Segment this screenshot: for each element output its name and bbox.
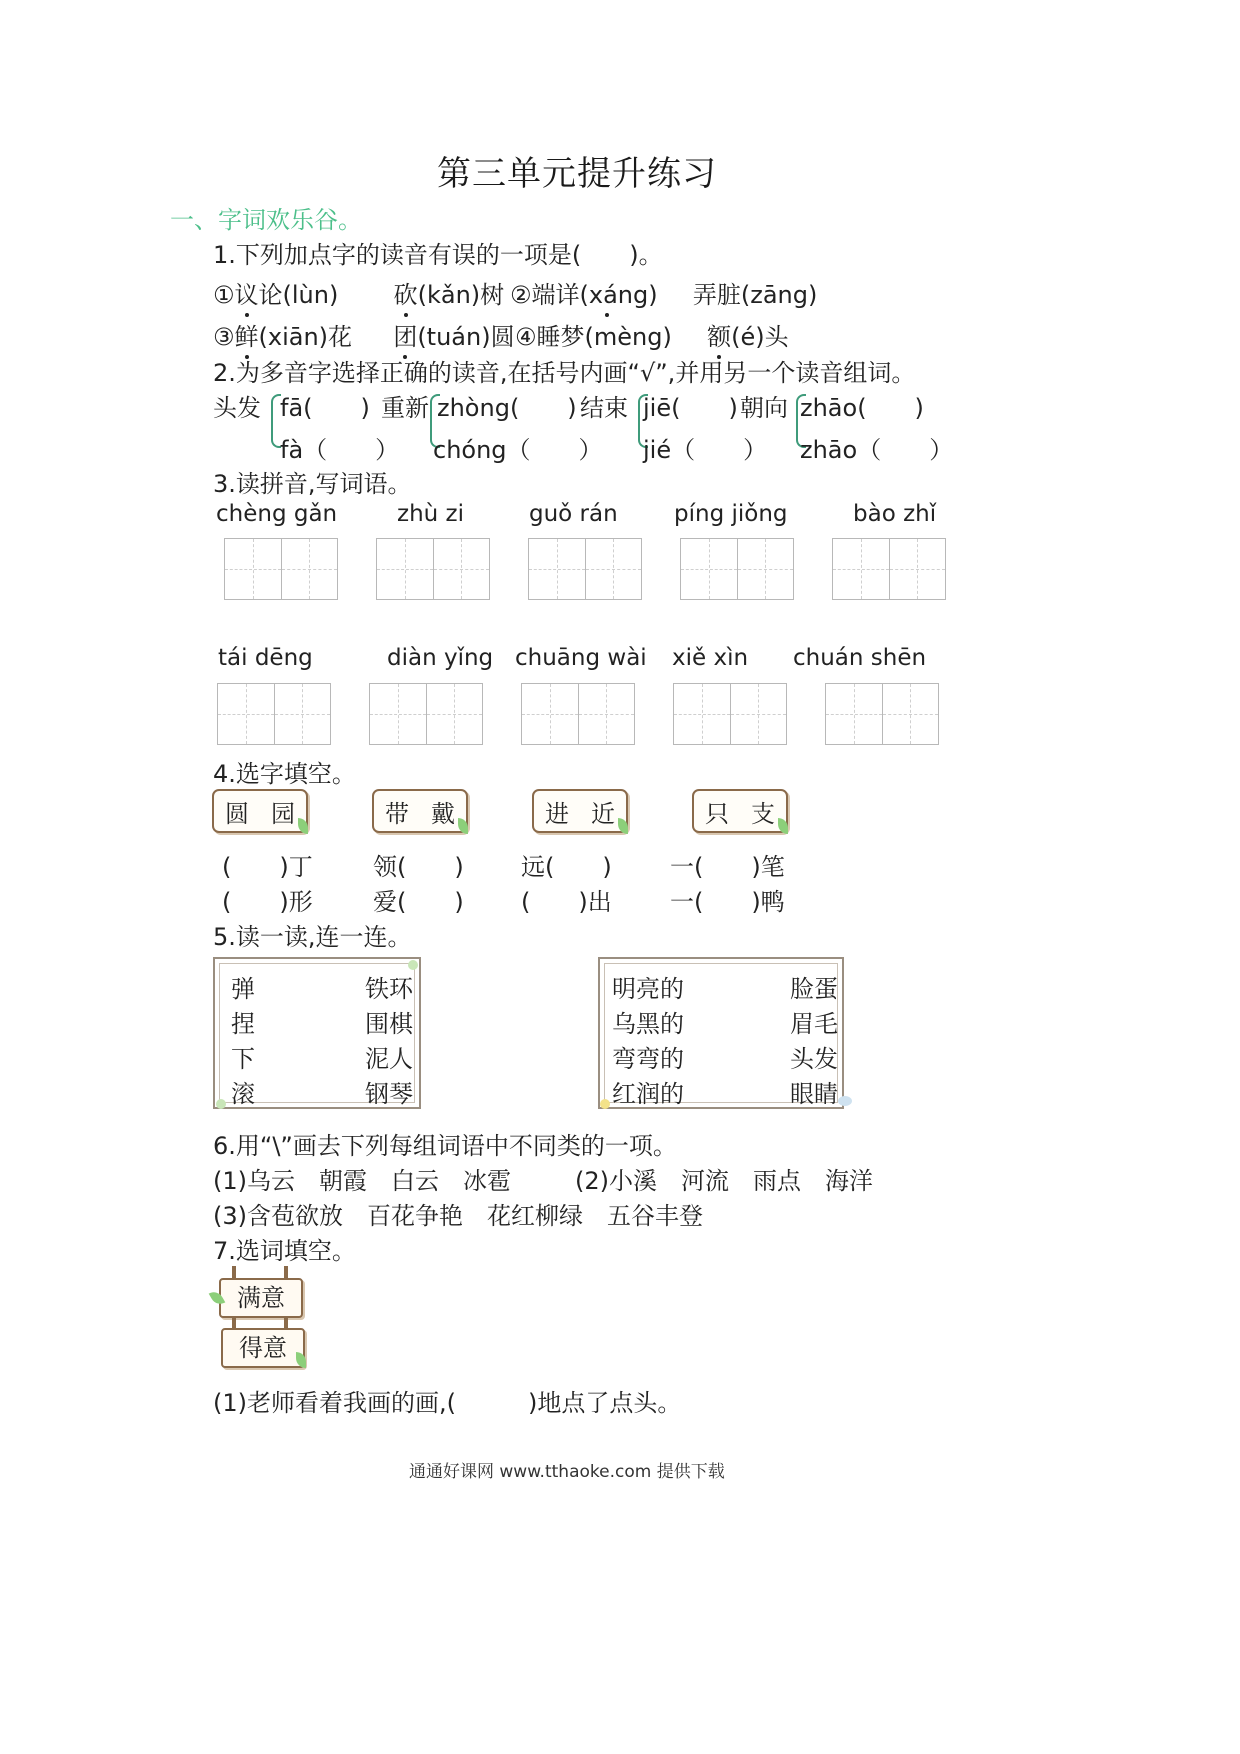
q1-prompt: 1.下列加点字的读音有误的一项是( )。 [213, 241, 663, 269]
q3-pinyin: zhù zi [397, 501, 465, 527]
match-item[interactable]: 红润的 [612, 1080, 684, 1108]
match-item[interactable]: 围棋 [365, 1010, 413, 1038]
q4-blank: 远( ) [521, 853, 612, 881]
choice-tag: 圆 园 [212, 789, 308, 833]
match-item[interactable]: 乌黑的 [612, 1010, 684, 1038]
writing-grid[interactable] [528, 538, 642, 600]
q2-word-2: 重新 [381, 394, 429, 422]
cloud-icon [838, 1096, 852, 1106]
choice-tag: 带 戴 [372, 789, 468, 833]
q4-blank: ( )丁 [222, 853, 313, 881]
q2-pinyin-3a: jiē( ) [643, 394, 738, 422]
q2-pinyin-2a: zhòng( ) [437, 394, 577, 422]
match-item[interactable]: 眉毛 [790, 1010, 838, 1038]
match-item[interactable]: 钢琴 [365, 1080, 413, 1108]
q1-option-3: ③鲜(xiān)花 团(tuán)圆 [213, 317, 515, 352]
choice-tag: 只 支 [692, 789, 788, 833]
q7-prompt: 7.选词填空。 [213, 1237, 356, 1265]
word-sign: 得意 [221, 1328, 305, 1368]
match-item[interactable]: 弹 [231, 975, 255, 1003]
star-icon [600, 1099, 610, 1109]
writing-grid[interactable] [832, 538, 946, 600]
q5-prompt: 5.读一读,连一连。 [213, 923, 412, 951]
q3-pinyin: diàn yǐng [387, 645, 494, 671]
q3-pinyin: píng jiǒng [674, 501, 788, 527]
writing-grid[interactable] [521, 683, 635, 745]
match-item[interactable]: 捏 [231, 1010, 255, 1038]
writing-grid[interactable] [376, 538, 490, 600]
q2-pinyin-3b: jié（ ） [643, 436, 768, 464]
q6-prompt: 6.用“\”画去下列每组词语中不同类的一项。 [213, 1132, 677, 1160]
q4-blank: ( )形 [222, 888, 313, 916]
q3-pinyin: chuán shēn [793, 645, 927, 671]
writing-grid[interactable] [369, 683, 483, 745]
q3-prompt: 3.读拼音,写词语。 [213, 470, 412, 498]
match-item[interactable]: 滚 [231, 1080, 255, 1108]
writing-grid[interactable] [680, 538, 794, 600]
matching-box-left [213, 957, 421, 1109]
q2-pinyin-1b: fà（ ） [280, 436, 400, 464]
match-item[interactable]: 下 [231, 1045, 255, 1073]
match-item[interactable]: 泥人 [365, 1045, 413, 1073]
q3-pinyin: chuāng wài [515, 645, 647, 671]
writing-grid[interactable] [673, 683, 787, 745]
match-item[interactable]: 脸蛋 [790, 975, 838, 1003]
q2-word-4: 朝向 [740, 394, 788, 422]
choice-tag: 进 近 [532, 789, 628, 833]
q3-pinyin: tái dēng [218, 645, 313, 671]
q7-sentence-1: (1)老师看着我画的画,( )地点了点头。 [213, 1389, 682, 1417]
match-item[interactable]: 眼睛 [790, 1080, 838, 1108]
q2-pinyin-4b: zhāo（ ） [800, 436, 954, 464]
page-title: 第三单元提升练习 [437, 154, 717, 194]
q2-pinyin-1a: fā( ) [280, 394, 370, 422]
q4-blank: 一( )笔 [670, 853, 785, 881]
q2-prompt: 2.为多音字选择正确的读音,在括号内画“√”,并用另一个读音组词。 [213, 359, 916, 387]
q1-option-1: ①议论(lùn) 砍(kǎn)树 [213, 275, 504, 310]
q6-group-1: (1)乌云 朝霞 白云 冰雹 [213, 1167, 511, 1195]
q1-option-2: ②端详(xáng) 弄脏(zāng) [510, 275, 817, 310]
word-sign: 满意 [219, 1278, 303, 1318]
q2-pinyin-2b: chóng（ ） [433, 436, 603, 464]
footer: 通通好课网 www.tthaoke.com 提供下载 [409, 1462, 725, 1482]
writing-grid[interactable] [217, 683, 331, 745]
q1-option-4: ④睡梦(mèng) 额(é)头 [515, 317, 789, 352]
q4-blank: 一( )鸭 [670, 888, 785, 916]
match-item[interactable]: 弯弯的 [612, 1045, 684, 1073]
match-item[interactable]: 铁环 [365, 975, 413, 1003]
q6-group-3: (3)含苞欲放 百花争艳 花红柳绿 五谷丰登 [213, 1202, 703, 1230]
flower-icon [216, 1099, 226, 1109]
section-heading: 一、字词欢乐谷。 [170, 206, 362, 234]
q2-word-1: 头发 [213, 394, 261, 422]
q2-pinyin-4a: zhāo( ) [800, 394, 924, 422]
q4-blank: 爱( ) [373, 888, 464, 916]
q3-pinyin: guǒ rán [529, 501, 618, 527]
q4-blank: 领( ) [373, 853, 464, 881]
match-item[interactable]: 头发 [790, 1045, 838, 1073]
match-item[interactable]: 明亮的 [612, 975, 684, 1003]
writing-grid[interactable] [825, 683, 939, 745]
q3-pinyin: chèng gǎn [216, 501, 338, 527]
q3-pinyin: xiě xìn [672, 645, 749, 671]
writing-grid[interactable] [224, 538, 338, 600]
q2-word-3: 结束 [580, 394, 628, 422]
q6-group-2: (2)小溪 河流 雨点 海洋 [575, 1167, 873, 1195]
flower-icon [408, 960, 418, 970]
q3-pinyin: bào zhǐ [853, 501, 937, 527]
q4-prompt: 4.选字填空。 [213, 760, 356, 788]
matching-box-right [598, 957, 844, 1109]
q4-blank: ( )出 [521, 888, 612, 916]
